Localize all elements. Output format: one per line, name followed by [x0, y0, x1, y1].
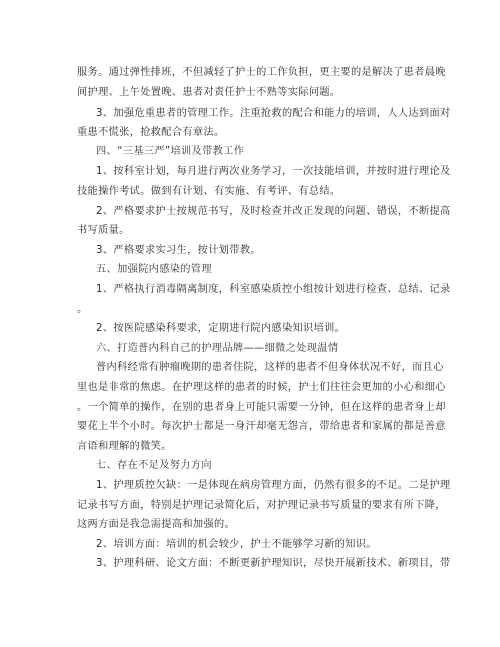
- body-text-line: 3、加强危重患者的管理工作。注重抢救的配合和能力的培训，人人达到面对: [96, 108, 451, 119]
- body-text-line: 言语和理解的微笑。: [77, 441, 172, 452]
- body-text-line: 2、按医院感染科要求，定期进行院内感染知识培训。: [96, 323, 346, 334]
- body-text-line: 3、严格要求实习生，按计划带教。: [96, 245, 261, 256]
- body-text-line: 要花上半个小时。每次护士都是一身汗却毫无怨言，带给患者和家属的都是善意: [77, 421, 446, 432]
- body-text-line: 1、护理质控欠缺：一是体现在病房管理方面，仍然有很多的不足。二是护理: [96, 480, 451, 491]
- body-text-line: 服务。通过弹性排班，不但减轻了护士的工作负担，更主要的是解决了患者晨晚: [77, 67, 446, 78]
- body-text-line: 1、严格执行消毒隔离制度，科室感染质控小组按计划进行检查、总结、记录: [96, 284, 451, 295]
- body-text-line: 普内科经常有肿瘤晚期的患者住院，这样的患者不但身体状况不好，而且心: [96, 362, 444, 373]
- section-heading: 五、加强院内感染的管理: [96, 264, 212, 275]
- body-text-line: 间护理、上午处置晚、患者对责任护士不熟等实际问题。: [77, 87, 341, 98]
- body-text-line: 1、按科室计划，每月进行两次业务学习，一次技能培训，并按时进行理论及: [96, 166, 451, 177]
- body-text-line: 2、培训方面：培训的机会较少，护士不能够学习新的知识。: [96, 539, 377, 550]
- body-text-line: 里也是非常的焦虑。在护理这样的患者的时候，护士们往往会更加的小心和细心: [77, 382, 446, 393]
- section-heading: 六、打造普内科自己的护理品牌——细微之处现温情: [96, 343, 339, 354]
- body-text-line: 。一个简单的操作，在别的患者身上可能只需要一分钟，但在这样的患者身上却: [77, 402, 446, 413]
- body-text-line: 技能操作考试。做到有计划、有实施、有考评、有总结。: [77, 186, 341, 197]
- body-text-line: 2、严格要求护士按规范书写，及时检查并改正发现的问题、错误，不断提高: [96, 206, 451, 217]
- body-text-line: 这两方面是我急需提高和加强的。: [77, 519, 236, 530]
- body-text-line: 重患不慌张，抢救配合有章法。: [77, 127, 225, 138]
- body-text-line: 3、护理科研、论文方面：不断更新护理知识，尽快开展新技术、新项目，带: [96, 558, 451, 569]
- section-heading: 四、“三基三严”培训及带教工作: [96, 146, 245, 157]
- body-text-line: 。: [77, 304, 88, 315]
- body-text-line: 记录书写方面，特别是护理记录简化后，对护理记录书写质量的要求有所下降，: [77, 500, 446, 511]
- body-text-line: 书写质量。: [77, 225, 130, 236]
- section-heading: 七、存在不足及努力方向: [96, 460, 212, 471]
